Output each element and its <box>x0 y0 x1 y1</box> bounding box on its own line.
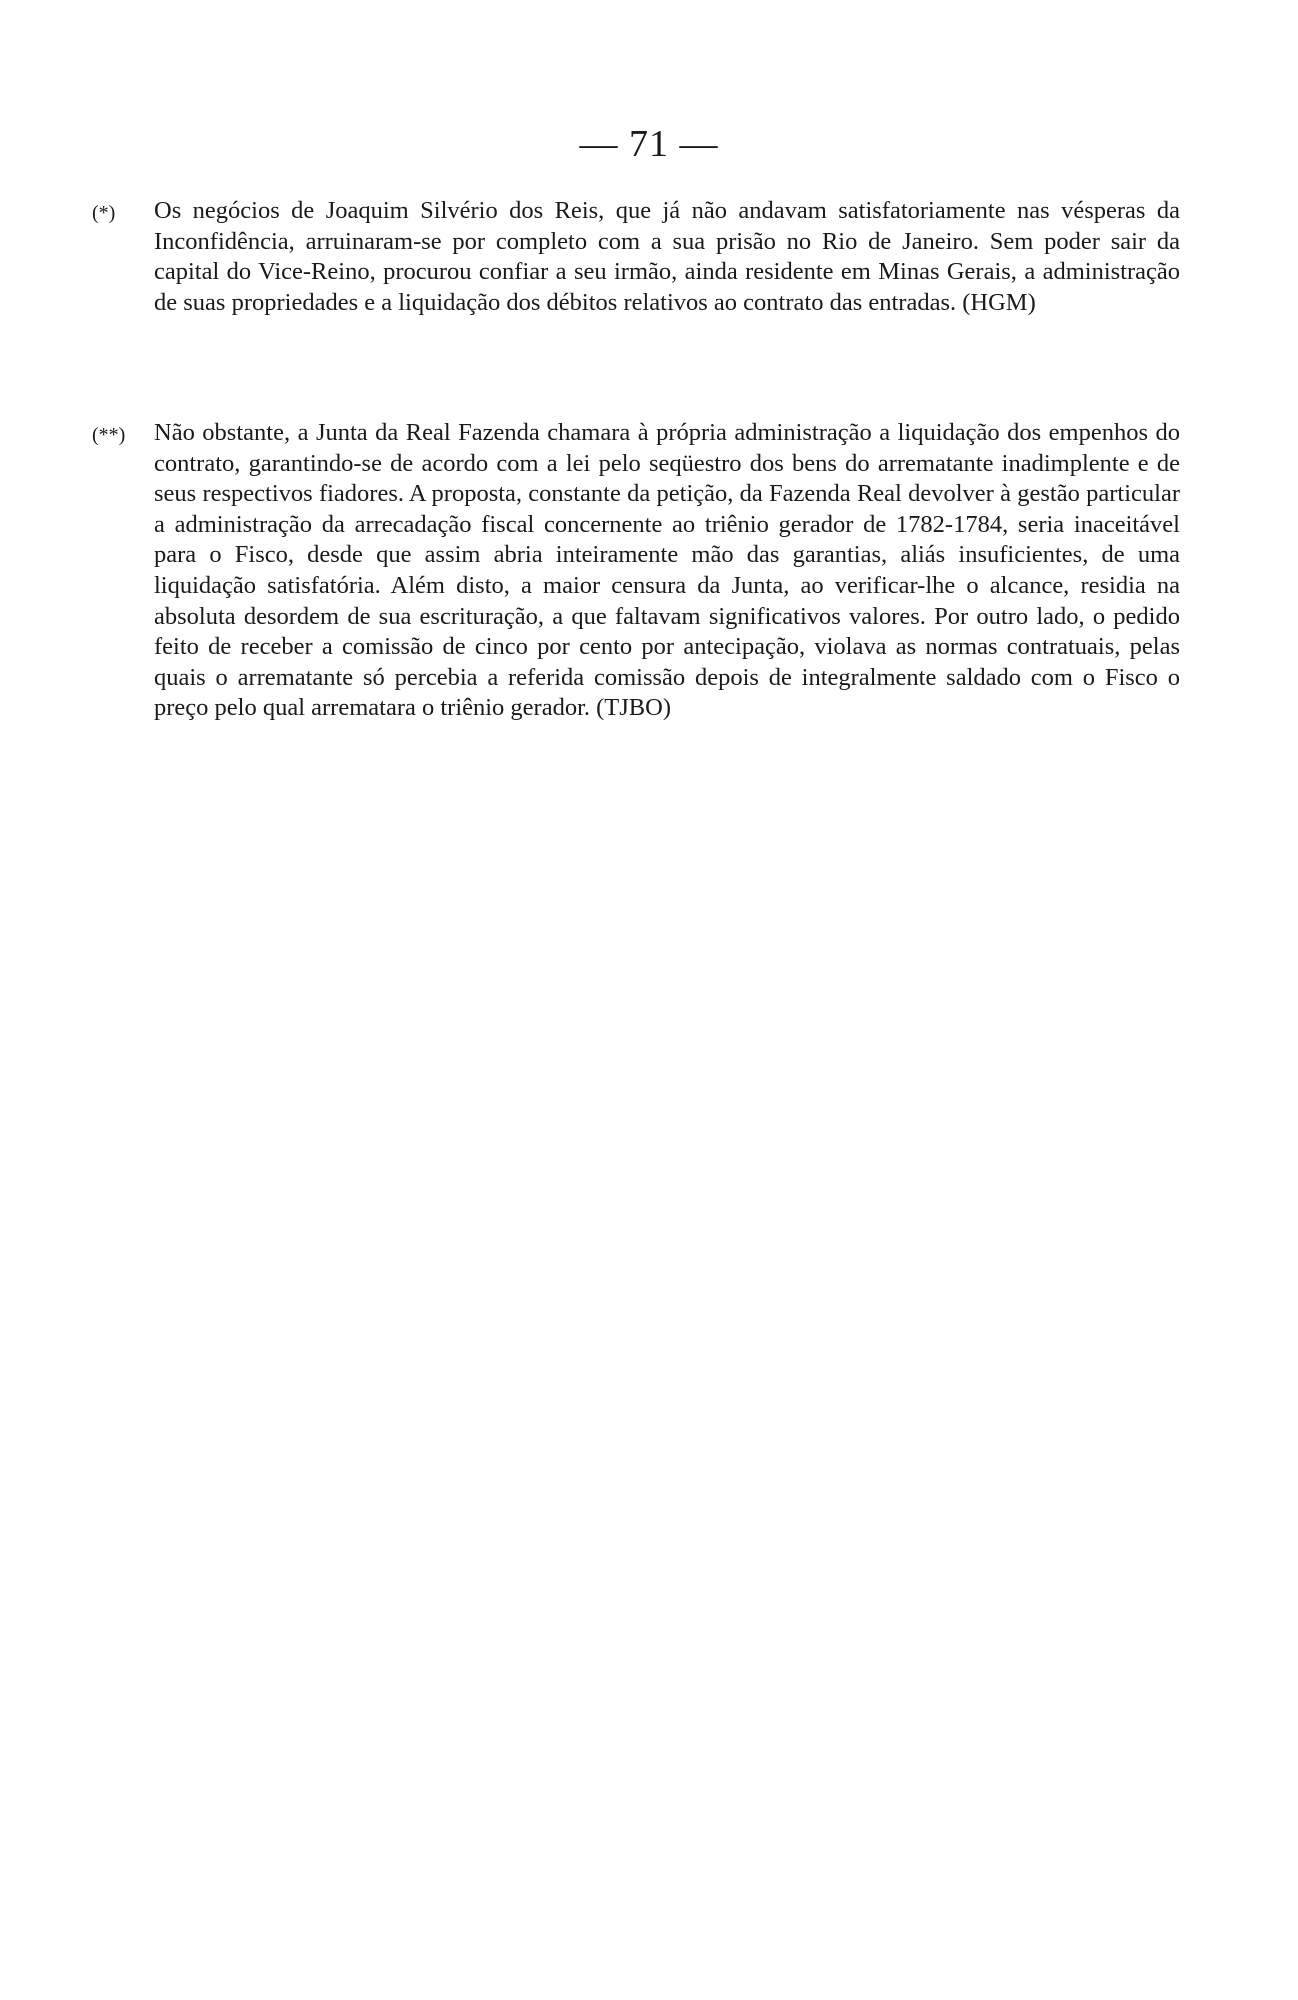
footnote-marker: (**) <box>92 424 126 446</box>
footnote-text: Os negócios de Joaquim Silvério dos Reis, que já não andavam satisfatoriamente nas vésperas da Inconfidência, arruinaram-se por completo com a sua prisão no Rio de Janeiro. Sem poder sair da capital do Vice-Reino, procurou confiar a seu irmão, ainda residente em Minas Gerais, a administração de suas propriedades e a liquidação dos débitos relativos ao contrato das entradas. (HGM) <box>154 197 1180 316</box>
footnote-text: Não obstante, a Junta da Real Fazenda chamara à própria administração a liquidação dos empenhos do contrato, garantindo-se de acordo com a lei pelo seqüestro dos bens do arrematante inadimplente e de seus respectivos fiadores. A proposta, constante da petição, da Fazenda Real devolver à gestão particular a administração da arrecadação fiscal concernente ao triênio gerador de 1782-1784, seria inaceitável para o Fisco, desde que assim abria inteiramente mão das garantias, aliás insuficientes, de uma liquidação satisfatória. Além disto, a maior censura da Junta, ao verificar-lhe o alcance, residia na absoluta desordem de sua escrituração, a que faltavam significativos valores. Por outro lado, o pedido feito de receber a comissão de cinco por cento por antecipação, violava as normas contratuais, pelas quais o arrematante só percebia a referida comissão depois de integralmente saldado com o Fisco o preço pelo qual arrematara o triênio gerador. (TJBO) <box>154 419 1180 722</box>
footnote-1 <box>92 196 1180 318</box>
footnote-marker: (*) <box>92 202 116 224</box>
page-number: — 71 — <box>579 123 719 165</box>
footnote-2 <box>92 418 1180 724</box>
